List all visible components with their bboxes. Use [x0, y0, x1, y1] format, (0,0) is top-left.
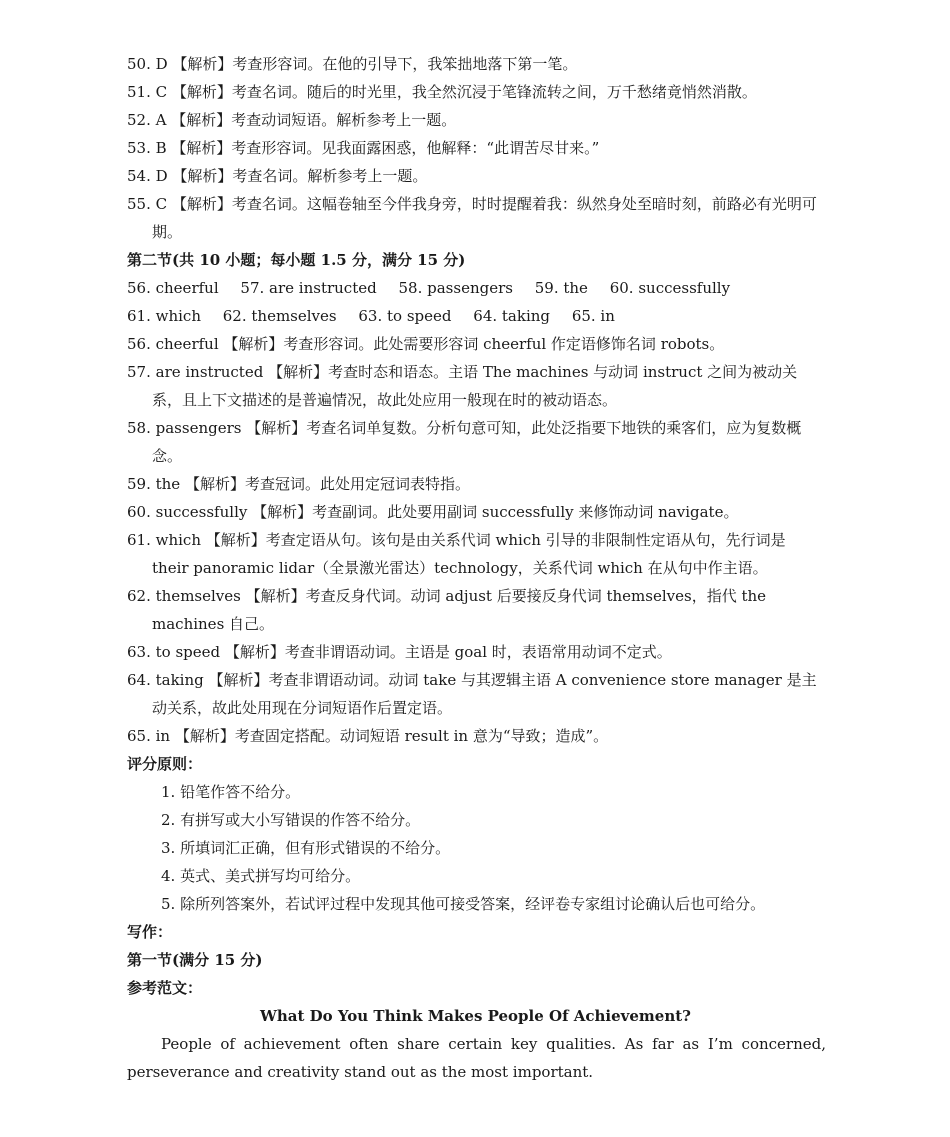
answer-cell: 64. taking — [473, 307, 551, 325]
answer-cell: 58. passengers — [398, 279, 513, 297]
answer-cell: 63. to speed — [358, 307, 452, 325]
grading-rule: 3. 所填词汇正确，但有形式错误的不给分。 — [161, 839, 451, 857]
answer-item: 52. A 【解析】考查动词短语。解析参考上一题。 — [127, 111, 457, 129]
explanation-item: 56. cheerful 【解析】考查形容词。此处需要形容词 cheerful 作定语修饰名词 robots。 — [127, 335, 725, 353]
answer-item: 51. C 【解析】考查名词。随后的时光里，我全然沉浸于笔锋流转之间，万千愁绪竟悄然消散。 — [127, 83, 757, 101]
essay-paragraph: People of achievement often share certain key qualities. As far as I’m concerned, perseverance and creativity stand out as the most important. — [127, 1035, 826, 1081]
answer-row — [127, 302, 826, 330]
explanation-list — [127, 330, 826, 750]
explanation-item: 58. passengers 【解析】考查名词单复数。分析句意可知，此处泛指要下地铁的乘客们，应为复数概念。 — [127, 419, 802, 465]
section-heading: 第二节(共 10 小题；每小题 1.5 分，满分 15 分) — [127, 251, 466, 269]
essay-title: What Do You Think Makes People Of Achievement? — [260, 1007, 691, 1025]
writing-section-heading: 第一节(满分 15 分) — [127, 951, 263, 969]
answer-list-part1 — [127, 50, 826, 246]
grading-heading: 评分原则： — [127, 755, 203, 773]
grading-rule: 1. 铅笔作答不给分。 — [161, 783, 301, 801]
grading-rule: 4. 英式、美式拼写均可给分。 — [161, 867, 361, 885]
answer-row — [127, 274, 826, 302]
answer-cell: 62. themselves — [222, 307, 337, 325]
writing-heading: 写作： — [127, 923, 173, 941]
answer-item: 50. D 【解析】考查形容词。在他的引导下，我笨拙地落下第一笔。 — [127, 55, 578, 73]
grading-rules — [127, 778, 826, 918]
explanation-item: 60. successfully 【解析】考查副词。此处要用副词 successfully 来修饰动词 navigate。 — [127, 503, 739, 521]
explanation-item: 61. which 【解析】考查定语从句。该句是由关系代词 which 引导的非限制性定语从句，先行词是 their panoramic lidar（全景激光雷达）technology，关系代词 which 在从句中作主语。 — [127, 531, 786, 577]
answer-cell: 56. cheerful — [127, 279, 219, 297]
answer-cell: 60. successfully — [609, 279, 731, 297]
explanation-item: 65. in 【解析】考查固定搭配。动词短语 result in 意为“导致；造成”。 — [127, 727, 609, 745]
answer-cell: 61. which — [127, 307, 201, 325]
grading-rule: 2. 有拼写或大小写错误的作答不给分。 — [161, 811, 421, 829]
explanation-item: 59. the 【解析】考查冠词。此处用定冠词表特指。 — [127, 475, 470, 493]
sample-heading: 参考范文： — [127, 979, 203, 997]
grading-rule: 5. 除所列答案外，若试评过程中发现其他可接受答案，经评卷专家组讨论确认后也可给分。 — [161, 895, 766, 913]
explanation-item: 62. themselves 【解析】考查反身代词。动词 adjust 后要接反身代词 themselves，指代 the machines 自己。 — [127, 587, 767, 633]
explanation-item: 63. to speed 【解析】考查非谓语动词。主语是 goal 时，表语常用动词不定式。 — [127, 643, 672, 661]
answer-item: 54. D 【解析】考查名词。解析参考上一题。 — [127, 167, 428, 185]
answer-cell: 65. in — [571, 307, 615, 325]
explanation-item: 64. taking 【解析】考查非谓语动词。动词 take 与其逻辑主语 A convenience store manager 是主动关系，故此处用现在分词短语作后置定语。 — [127, 671, 817, 717]
answer-cell: 59. the — [534, 279, 588, 297]
answer-item: 55. C 【解析】考查名词。这幅卷轴至今伴我身旁，时时提醒着我：纵然身处至暗时刻，前路必有光明可期。 — [127, 195, 817, 241]
explanation-item: 57. are instructed 【解析】考查时态和语态。主语 The machines 与动词 instruct 之间为被动关系，且上下文描述的是普遍情况，故此处应用一般现在时的被动语态。 — [127, 363, 798, 409]
answer-item: 53. B 【解析】考查形容词。见我面露困惑，他解释：“此谓苦尽甘来。” — [127, 139, 600, 157]
answer-cell: 57. are instructed — [240, 279, 377, 297]
